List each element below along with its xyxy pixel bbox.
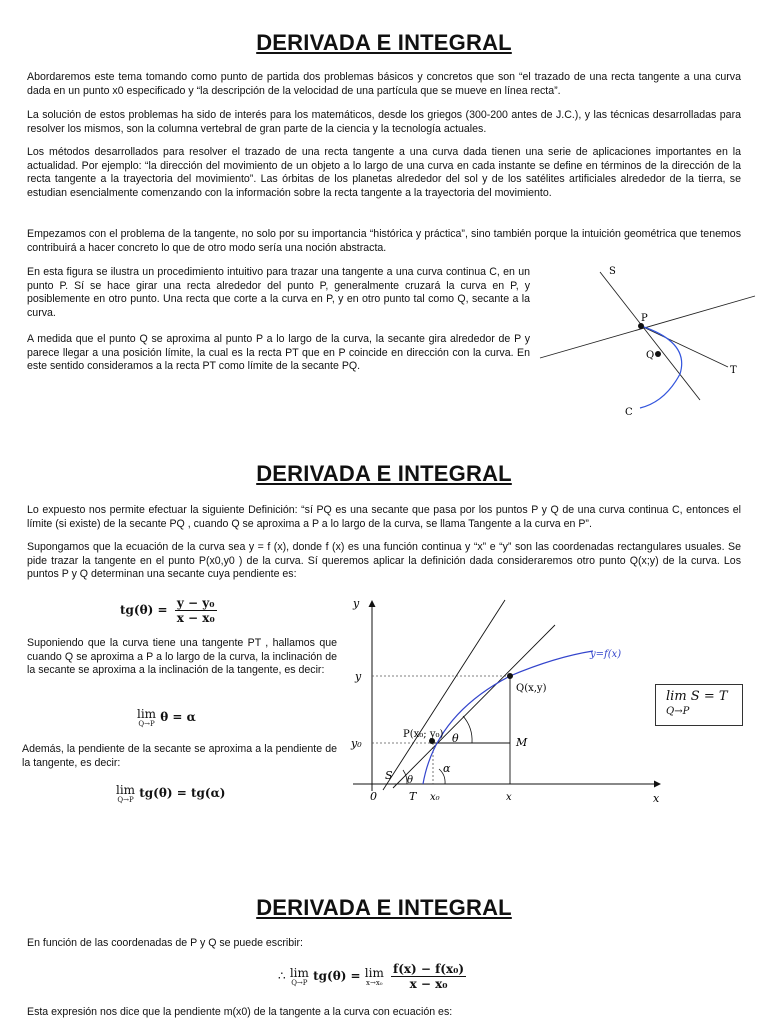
y-axis-label: y [353,597,360,610]
section2-title: DERIVADA E INTEGRAL [256,461,512,486]
origin-label: 0 [370,790,377,803]
label-t: T [730,365,737,376]
section3-title: DERIVADA E INTEGRAL [256,895,512,920]
point-q [655,351,661,357]
section3-paragraph-1: En función de las coordenadas de P y Q se puede escribir: [27,937,304,949]
eq3-rhs: tg(θ) = tg(α) [139,786,226,800]
label-s: S [609,266,616,277]
section1-paragraph-5: En esta figura se ilustra un procedimiento intuitivo para trazar una tangente a una curva continua C, en un punto P. Sí se hace girar una recta alrededor del punto P, generalmente cruzará la curva en P, y posiblemente en otro punto. Una recta que corte a la curva en P, y en otro punto tal como Q, secante a la curva. [27,266,530,319]
eq4-denominator: x − x₀ [409,977,448,991]
theta-label-upper: θ [452,732,459,745]
equation-limit-angle [137,707,196,728]
eq2-sub: Q→P [138,720,155,728]
equation-limit-tangent [116,783,225,804]
q-label: Q(x,y) [516,683,547,694]
theta-label-lower: θ [407,775,414,786]
angle-theta-arc-upper [463,716,472,743]
alpha-label: α [443,762,451,775]
eq3-sub: Q→P [117,796,134,804]
equation-slope-secant [120,596,217,625]
p-label: P(x₀; y₀) [403,729,444,740]
section1-paragraph-4: Empezamos con el problema de la tangente, no solo por su importancia “histórica y práctica”, sino también porque la intuición geométrica que tenemos contribuirá a hacer concreto lo que de otro modo sería una noción abstracta. [27,228,741,254]
therefore-symbol: ∴ [278,969,286,983]
eq2-rhs: θ = α [160,710,196,724]
equation-derivative-limit [278,962,466,991]
point-q [507,673,513,679]
x-tick-label: x [506,792,512,803]
curve-c [640,326,682,408]
t-label: T [409,790,417,803]
eq2-lim: lim [137,707,157,721]
box-lim-sub: Q→P [666,706,690,717]
label-p: P [641,313,648,324]
box-lim-text: lim S = T [666,689,728,704]
section2-paragraph-4: Además, la pendiente de la secante se aproxima a la pendiente de la tangente, es decir: [22,743,337,769]
section3-paragraph-2: Esta expresión nos dice que la pendiente m(x0) de la tangente a la curva con ecuación es: [27,1006,453,1018]
x-axis-label: x [653,792,660,805]
secant-line-pq [393,625,555,788]
label-q: Q [646,350,655,361]
eq1-denominator: x − x₀ [176,611,215,625]
section1-paragraph-1: Abordaremos este tema tomando como punto de partida dos problemas básicos y concretos que son “el trazado de una recta tangente a una curva dada en un punto x0 especificado y “la descripción de la velocidad de una partícula que se mueve en línea recta”. [27,71,741,97]
eq4-lim1: lim [289,966,309,980]
section1-title: DERIVADA E INTEGRAL [256,30,512,55]
y0-tick-label: y₀ [351,737,362,750]
eq4-numerator: f(x) − f(x₀) [393,962,465,976]
y-tick-label: y [355,670,362,683]
eq3-lim: lim [116,783,136,797]
eq4-sub2: x→x₀ [366,979,383,987]
tangent-line [540,296,755,358]
label-c: C [625,407,633,418]
secant-tangent-figure [530,262,760,422]
eq1-lhs: tg(θ) = [120,603,168,617]
s-label: S [385,769,393,782]
function-label: y=f(x) [590,649,622,660]
eq1-numerator: y − y₀ [175,596,217,611]
section1-paragraph-6: A medida que el punto Q se aproxima al punto P a lo largo de la curva, la secante gira alrededor de P y parece llegar a una posición límite, la cual es la recta PT que en P coincide en dirección con la curva. En este sentido consideramos a la recta PT como límite de la secante PQ. [27,333,530,373]
section2-paragraph-1: Lo expuesto nos permite efectuar la siguiente Definición: “sí PQ es una secante que pasa por los puntos P y Q de una curva continua C, entonces el límite (si existe) de la secante PQ , cuando Q se aproxima a P a lo largo de la curva, se llama Tangente a la curva en P”. [27,504,741,530]
section2-paragraph-2: Supongamos que la ecuación de la curva sea y = f (x), donde f (x) es una función continua y “x” e “y” son las coordenadas rectangulares usuales. Se pide trazar la tangente en el punto P(x0,y0 ) de la curva. Sí queremos aplicar la definición dada consideraremos otro punto Q(x;y) de la curva. Los puntos P y Q determinan una secante cuya pendiente es: [27,541,741,581]
section2-paragraph-3: Suponiendo que la curva tiene una tangente PT , hallamos que cuando Q se aproxima a P a lo largo de la curva, la inclinación de la secante se aproxima a la inclinación de la tangente, es decir: [27,637,337,677]
x0-tick-label: x₀ [430,792,440,803]
derivative-graph [345,595,665,810]
section1-paragraph-2: La solución de estos problemas ha sido de interés para los matemáticos, desde los griegos (300-200 antes de J.C.), y las técnicas desarrolladas para resolver los mismos, son la columna vertebral de gran parte de la ciencia y la tecnología actuales. [27,109,741,135]
eq4-sub1: Q→P [291,979,308,987]
section1-paragraph-3: Los métodos desarrollados para resolver el trazado de una recta tangente a una curva dada tienen una serie de aplicaciones importantes en la actualidad. Por ejemplo: “la dirección del movimiento de un objeto a lo largo de una curva en cada instante se define en términos de la dirección de la recta tangente a la trayectoria del movimiento”. Las órbitas de los planetas alrededor del sol y de los satélites artificiales alrededor de la tierra, se estudian esencialmente comenzando con la información sobre la recta tangente a la trayectoria del movimiento. [27,146,741,199]
limit-box [655,684,743,726]
eq4-mid: tg(θ) = [313,969,361,983]
eq4-lim2: lim [364,966,384,980]
m-label: M [516,736,528,749]
